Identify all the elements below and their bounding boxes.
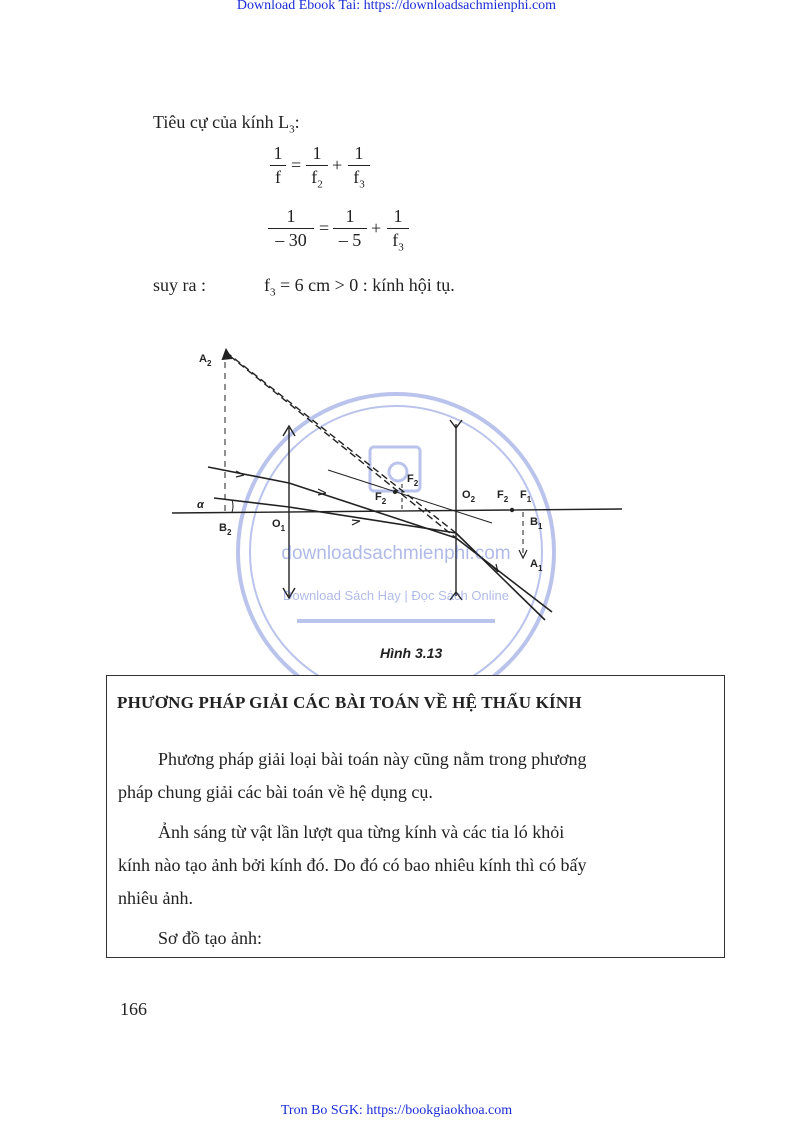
a2-arrow bbox=[222, 349, 232, 360]
method-box-title: PHƯƠNG PHÁP GIẢI CÁC BÀI TOÁN VỀ HỆ THẤU KÍNH bbox=[117, 693, 582, 712]
page-number: 166 bbox=[120, 999, 147, 1019]
eq1-t1-den: $f_2$ bbox=[311, 167, 323, 191]
ray-1-in bbox=[208, 467, 289, 483]
eq1-lhs-num: 1 bbox=[273, 143, 283, 163]
eq2-lhs bbox=[268, 205, 314, 251]
header-download-link[interactable]: Download Ebook Tai: https://downloadsachmienphi.com bbox=[236, 0, 557, 13]
eq2-t2-num: 1 bbox=[393, 206, 403, 226]
f2-prime-point bbox=[393, 490, 397, 494]
label-a2: $A_2$ bbox=[199, 353, 212, 368]
label-a1: $A_1$ bbox=[530, 558, 543, 573]
focal-intro bbox=[153, 112, 300, 136]
ray-arrow-2 bbox=[352, 520, 360, 525]
ray-2-extension bbox=[230, 356, 456, 538]
f1-point bbox=[510, 508, 514, 512]
eq2-term1 bbox=[333, 205, 367, 251]
eq1-lhs bbox=[270, 142, 286, 188]
method-box bbox=[106, 675, 725, 958]
label-b1: $B_1$ bbox=[530, 516, 543, 531]
result-text: $f_3 = 6$ cm > 0 : kính hội tụ. bbox=[264, 275, 455, 299]
eq2-t1-den: – 5 bbox=[338, 230, 362, 250]
eq1-term2 bbox=[348, 142, 370, 196]
eq2-term2 bbox=[387, 205, 409, 259]
eq2-plus: + bbox=[371, 218, 382, 238]
optics-diagram bbox=[0, 330, 793, 675]
focal-intro-colon: : bbox=[294, 112, 300, 132]
label-f2-prime: $F_2$ bbox=[375, 491, 387, 506]
watermark-site: downloadsachmienphi.com bbox=[281, 543, 511, 564]
figure-caption: Hình 3.13 bbox=[380, 645, 443, 661]
watermark-tagline: Download Sách Hay | Đọc Sách Online bbox=[283, 588, 509, 603]
focal-intro-sub: 3 bbox=[289, 123, 295, 136]
eq1-t2-num: 1 bbox=[354, 143, 364, 163]
label-b2: $B_2$ bbox=[219, 522, 232, 537]
result-label: suy ra : bbox=[153, 275, 206, 295]
label-f2: $F_2$ bbox=[497, 489, 509, 504]
label-o2: $O_2$ bbox=[462, 489, 476, 504]
method-para-1: Phương pháp giải loại bài toán này cũng nằm trong phương pháp chung giải các bài toán về hệ dụng cụ. bbox=[118, 749, 587, 802]
focal-intro-text: Tiêu cự của kính L bbox=[153, 112, 290, 132]
eq1-equals: = bbox=[291, 155, 302, 175]
eq1-t1-num: 1 bbox=[312, 143, 322, 163]
label-f1: $F_1$ bbox=[520, 489, 532, 504]
eq1-t2-den: $f_3$ bbox=[353, 167, 365, 191]
principal-axis bbox=[172, 509, 622, 513]
label-alpha: α bbox=[197, 499, 204, 511]
method-para-3: Sơ đồ tạo ảnh: bbox=[158, 928, 263, 948]
eq2-equals: = bbox=[319, 218, 330, 238]
label-f2-prime-top: $F_2$ bbox=[407, 473, 419, 488]
watermark-logo bbox=[238, 394, 554, 675]
eq1-plus: + bbox=[332, 155, 343, 175]
ray-1-extension bbox=[226, 352, 456, 533]
footer-link[interactable]: Tron Bo SGK: https://bookgiaokhoa.com bbox=[280, 1103, 513, 1118]
label-o1: $O_1$ bbox=[272, 518, 286, 533]
method-para-2: Ảnh sáng từ vật lần lượt qua từng kính và các tia ló khỏi kính nào tạo ảnh bởi kính đó. Do đó có bao nhiêu kính thì có bấy nhiêu ảnh. bbox=[118, 822, 587, 908]
eq2-t2-den: $f_3$ bbox=[392, 230, 404, 254]
eq1-lhs-den: f bbox=[275, 167, 281, 187]
eq1-term1 bbox=[306, 142, 328, 196]
eq2-lhs-den: – 30 bbox=[275, 230, 307, 250]
eq2-lhs-num: 1 bbox=[286, 206, 296, 226]
eq2-t1-num: 1 bbox=[345, 206, 355, 226]
angle-alpha-arc bbox=[232, 500, 233, 512]
